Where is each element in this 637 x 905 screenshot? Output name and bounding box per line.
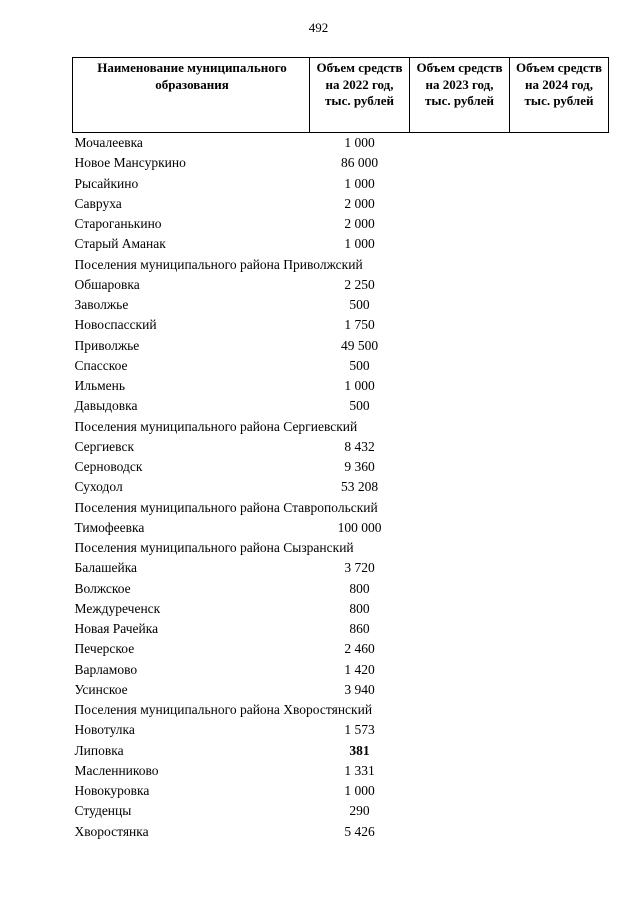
amount-2022: 2 000 xyxy=(344,216,375,231)
table-row xyxy=(73,781,609,801)
municipality-name: Хворостянка xyxy=(74,823,149,839)
amount-2024 xyxy=(510,579,609,599)
amount-2022: 500 xyxy=(349,357,370,373)
municipality-name: Новотулка xyxy=(74,722,135,738)
amount-2022: 1 000 xyxy=(344,236,375,252)
municipality-name: Обшаровка xyxy=(74,276,140,292)
amount-2022: 2 000 xyxy=(344,195,375,211)
table-body xyxy=(73,133,609,842)
amount-2022: 1 331 xyxy=(344,762,375,778)
table-row xyxy=(73,275,609,295)
amount-2022: 5 426 xyxy=(344,823,375,839)
amount-2024 xyxy=(510,315,609,335)
amount-2022: 1 000 xyxy=(344,135,375,150)
municipality-name: Усинское xyxy=(74,681,128,697)
municipality-name: Староганькино xyxy=(74,216,162,231)
table-row xyxy=(73,153,609,173)
amount-2022: 2 460 xyxy=(344,641,375,657)
amount-2023 xyxy=(410,599,510,619)
table-row xyxy=(73,822,609,842)
table-row xyxy=(73,194,609,214)
amount-2024 xyxy=(510,194,609,214)
table-row xyxy=(73,639,609,659)
table-row xyxy=(73,174,609,194)
table-row xyxy=(73,801,609,821)
table-row xyxy=(73,437,609,457)
amount-2022: 1 420 xyxy=(344,661,375,677)
amount-2024 xyxy=(510,275,609,295)
section-row xyxy=(73,498,609,518)
amount-2024 xyxy=(510,437,609,457)
amount-2023 xyxy=(410,234,510,254)
amount-2022: 3 720 xyxy=(344,560,375,576)
amount-2022: 53 208 xyxy=(340,479,379,495)
amount-2023 xyxy=(410,295,510,315)
municipality-name: Липовка xyxy=(74,742,124,758)
amount-2022: 800 xyxy=(349,580,370,596)
municipality-name: Тимофеевка xyxy=(74,519,145,535)
amount-2023 xyxy=(410,518,510,538)
amount-2022: 1 000 xyxy=(344,175,375,191)
budget-table xyxy=(72,57,609,842)
amount-2023 xyxy=(410,477,510,497)
amount-2022: 9 360 xyxy=(344,459,375,474)
amount-2023 xyxy=(410,720,510,740)
amount-2022: 100 000 xyxy=(337,519,382,535)
amount-2024 xyxy=(510,133,609,154)
section-title: Поселения муниципального района Приволжский xyxy=(74,256,363,272)
amount-2022: 49 500 xyxy=(340,337,379,353)
table-row xyxy=(73,234,609,254)
table-row xyxy=(73,761,609,781)
table-row xyxy=(73,599,609,619)
municipality-name: Новая Рачейка xyxy=(74,621,159,636)
municipality-name: Междуреченск xyxy=(74,600,161,616)
table-row xyxy=(73,376,609,396)
amount-2024 xyxy=(510,356,609,376)
municipality-name: Сергиевск xyxy=(74,438,135,454)
municipality-name: Новокуровка xyxy=(74,783,150,798)
amount-2024 xyxy=(510,822,609,842)
municipality-name: Савруха xyxy=(74,195,122,211)
amount-2024 xyxy=(510,558,609,578)
amount-2023 xyxy=(410,376,510,396)
header-2024: Объем средств на 2024 год, тыс. рублей xyxy=(510,58,609,133)
amount-2023 xyxy=(410,194,510,214)
municipality-name: Новое Мансуркино xyxy=(74,155,186,171)
amount-2023 xyxy=(410,457,510,477)
amount-2023 xyxy=(410,558,510,578)
table-row xyxy=(73,457,609,477)
table-row xyxy=(73,133,609,154)
amount-2023 xyxy=(410,336,510,356)
amount-2023 xyxy=(410,396,510,416)
amount-2023 xyxy=(410,660,510,680)
amount-2023 xyxy=(410,639,510,659)
municipality-name: Рысайкино xyxy=(74,175,139,191)
section-title: Поселения муниципального района Сызранский xyxy=(74,540,354,555)
table-row xyxy=(73,619,609,639)
amount-2022: 500 xyxy=(349,297,370,312)
table-row xyxy=(73,336,609,356)
amount-2023 xyxy=(410,275,510,295)
header-municipality: Наименование муниципального образования xyxy=(73,58,310,133)
amount-2023 xyxy=(410,761,510,781)
amount-2024 xyxy=(510,781,609,801)
amount-2024 xyxy=(510,153,609,173)
amount-2024 xyxy=(510,680,609,700)
amount-2023 xyxy=(410,680,510,700)
amount-2022: 1 750 xyxy=(344,317,375,333)
amount-2023 xyxy=(410,619,510,639)
section-title: Поселения муниципального района Сергиевский xyxy=(74,418,358,434)
amount-2022: 860 xyxy=(349,621,370,636)
municipality-name: Серноводск xyxy=(74,459,143,474)
section-title: Поселения муниципального района Ставропольский xyxy=(74,499,378,515)
table-row xyxy=(73,741,609,761)
header-2023: Объем средств на 2023 год, тыс. рублей xyxy=(410,58,510,133)
page-number: 492 xyxy=(308,20,329,35)
section-row xyxy=(73,417,609,437)
amount-2022: 800 xyxy=(349,600,370,616)
section-title: Поселения муниципального района Хворостянский xyxy=(74,702,373,717)
municipality-name: Приволжье xyxy=(74,337,140,353)
municipality-name: Заволжье xyxy=(74,297,129,312)
amount-2023 xyxy=(410,356,510,376)
section-row xyxy=(73,255,609,275)
municipality-name: Варламово xyxy=(74,661,138,677)
table-row xyxy=(73,558,609,578)
amount-2023 xyxy=(410,315,510,335)
amount-2022: 290 xyxy=(349,803,370,819)
amount-2022: 500 xyxy=(349,398,370,414)
municipality-name: Масленниково xyxy=(74,762,159,778)
amount-2022: 1 000 xyxy=(344,783,375,798)
municipality-name: Печерское xyxy=(74,641,135,657)
amount-2023 xyxy=(410,801,510,821)
amount-2023 xyxy=(410,153,510,173)
amount-2023 xyxy=(410,741,510,761)
amount-2023 xyxy=(410,437,510,457)
amount-2023 xyxy=(410,133,510,154)
section-row xyxy=(73,700,609,720)
municipality-name: Студенцы xyxy=(74,803,132,819)
table-row xyxy=(73,680,609,700)
amount-2024 xyxy=(510,234,609,254)
amount-2023 xyxy=(410,174,510,194)
municipality-name: Ильмень xyxy=(74,378,126,393)
amount-2024 xyxy=(510,619,609,639)
amount-2024 xyxy=(510,295,609,315)
table-row xyxy=(73,477,609,497)
amount-2024 xyxy=(510,336,609,356)
amount-2024 xyxy=(510,720,609,740)
amount-2024 xyxy=(510,518,609,538)
amount-2023 xyxy=(410,781,510,801)
municipality-name: Спасское xyxy=(74,357,128,373)
amount-2022: 2 250 xyxy=(344,276,375,292)
table-row xyxy=(73,518,609,538)
amount-2022: 8 432 xyxy=(344,438,375,454)
amount-2023 xyxy=(410,214,510,234)
amount-2024 xyxy=(510,396,609,416)
amount-2022: 381 xyxy=(349,742,370,758)
amount-2024 xyxy=(510,741,609,761)
municipality-name: Волжское xyxy=(74,580,131,596)
table-row xyxy=(73,356,609,376)
amount-2024 xyxy=(510,214,609,234)
table-header xyxy=(73,58,609,133)
amount-2022: 3 940 xyxy=(344,681,375,697)
table-row xyxy=(73,396,609,416)
section-row xyxy=(73,538,609,558)
amount-2024 xyxy=(510,174,609,194)
header-2022: Объем средств на 2022 год, тыс. рублей xyxy=(310,58,410,133)
municipality-name: Старый Аманак xyxy=(74,236,166,252)
amount-2023 xyxy=(410,822,510,842)
municipality-name: Балашейка xyxy=(74,560,138,576)
table-row xyxy=(73,214,609,234)
amount-2023 xyxy=(410,579,510,599)
amount-2024 xyxy=(510,457,609,477)
municipality-name: Мочалеевка xyxy=(74,135,143,150)
amount-2022: 1 000 xyxy=(344,378,375,393)
amount-2024 xyxy=(510,477,609,497)
amount-2024 xyxy=(510,639,609,659)
municipality-name: Суходол xyxy=(74,479,123,495)
amount-2022: 86 000 xyxy=(340,155,379,171)
table-row xyxy=(73,720,609,740)
table-row xyxy=(73,315,609,335)
municipality-name: Новоспасский xyxy=(74,317,157,333)
table-row xyxy=(73,295,609,315)
table-row xyxy=(73,660,609,680)
amount-2024 xyxy=(510,376,609,396)
table-row xyxy=(73,579,609,599)
amount-2024 xyxy=(510,801,609,821)
amount-2024 xyxy=(510,599,609,619)
municipality-name: Давыдовка xyxy=(74,398,138,414)
amount-2022: 1 573 xyxy=(344,722,375,738)
amount-2024 xyxy=(510,761,609,781)
amount-2024 xyxy=(510,660,609,680)
